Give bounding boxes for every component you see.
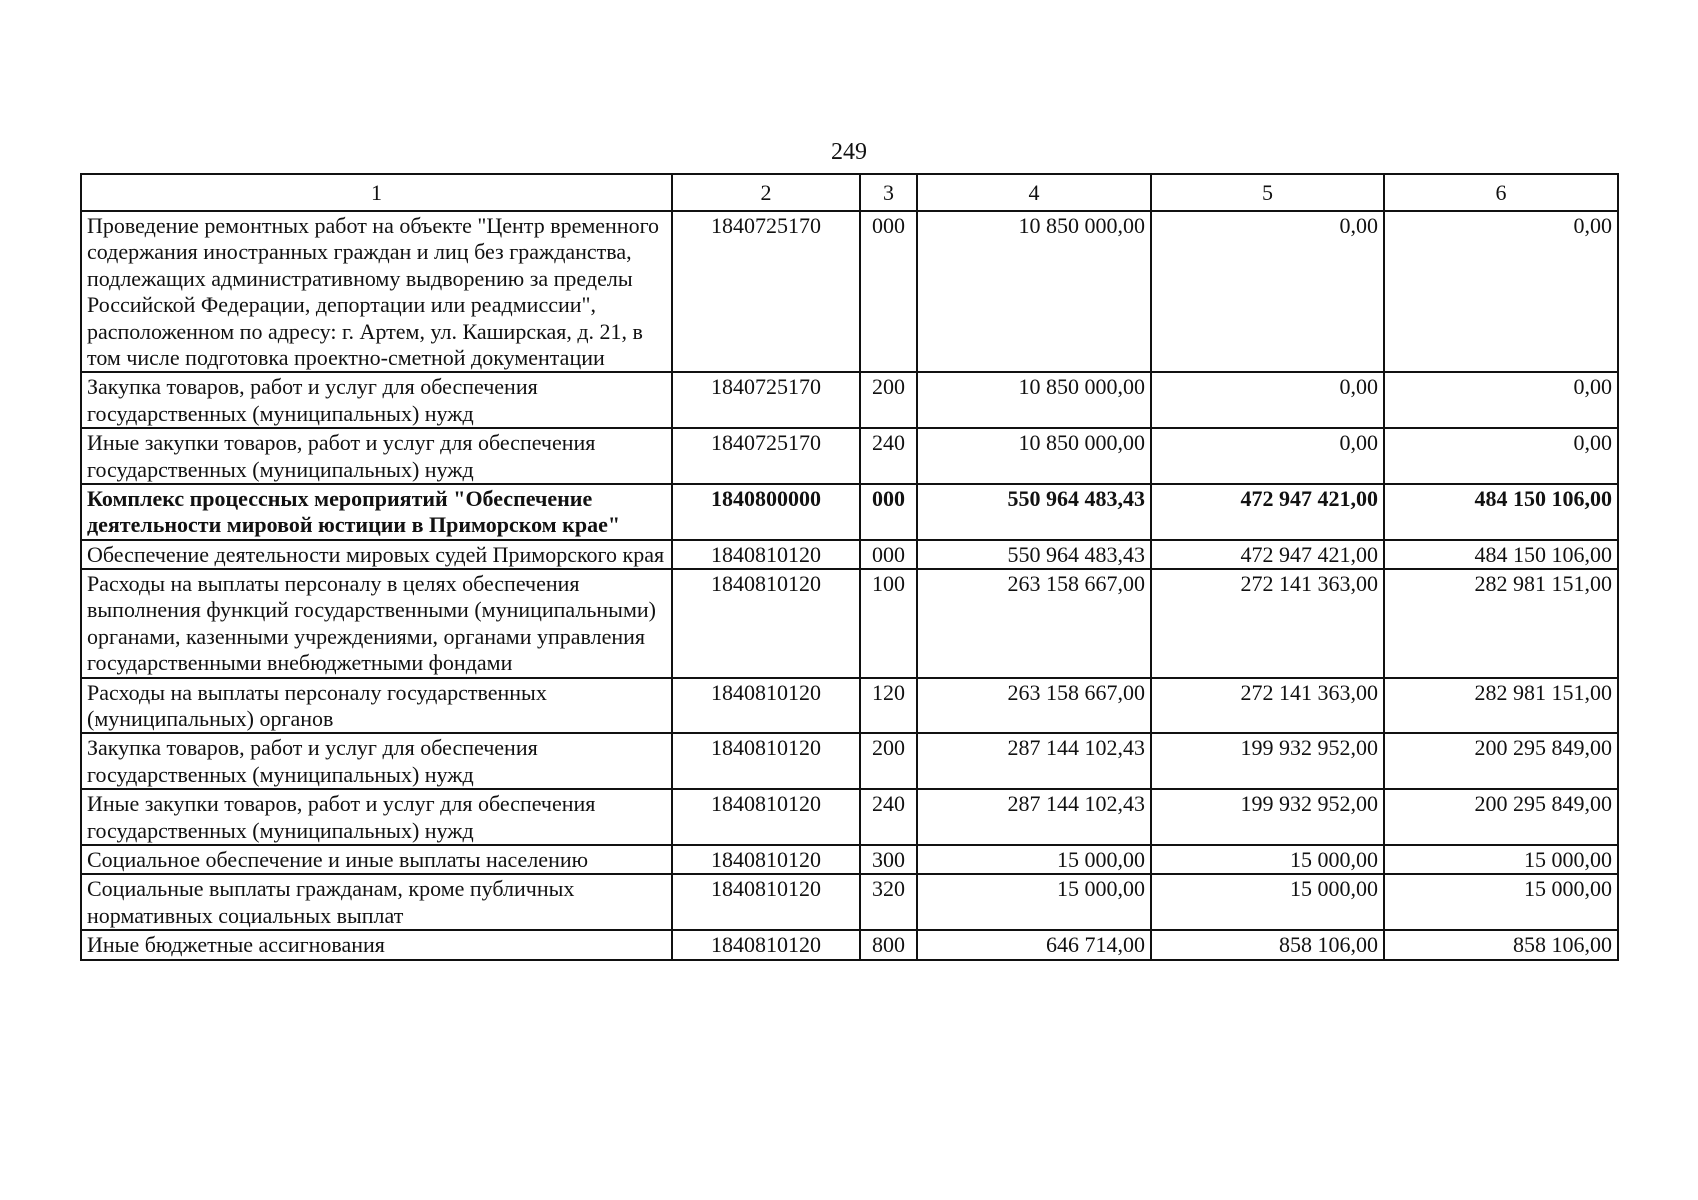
table-row — [81, 540, 1618, 569]
column-header: 2 — [672, 174, 860, 211]
table-row — [81, 930, 1618, 959]
row-expense-type: 200 — [860, 372, 917, 428]
row-expense-type: 300 — [860, 845, 917, 874]
row-name: Расходы на выплаты персоналу в целях обеспечения выполнения функций государственными (муниципальными) органами, казенными учреждениями, органами управления государственными внебюджетными фондами — [81, 569, 672, 678]
row-value-col4: 550 964 483,43 — [917, 484, 1151, 540]
row-expense-type: 000 — [860, 484, 917, 540]
row-name: Комплекс процессных мероприятий "Обеспечение деятельности мировой юстиции в Приморском крае" — [81, 484, 672, 540]
row-value-col6: 200 295 849,00 — [1384, 789, 1618, 845]
row-value-col4: 263 158 667,00 — [917, 678, 1151, 734]
table-row — [81, 428, 1618, 484]
row-value-col6: 200 295 849,00 — [1384, 733, 1618, 789]
row-target-code: 1840725170 — [672, 372, 860, 428]
row-value-col5: 858 106,00 — [1151, 930, 1384, 959]
row-value-col6: 858 106,00 — [1384, 930, 1618, 959]
column-header: 5 — [1151, 174, 1384, 211]
row-target-code: 1840725170 — [672, 428, 860, 484]
row-value-col6: 0,00 — [1384, 211, 1618, 372]
row-value-col6: 0,00 — [1384, 428, 1618, 484]
row-name: Закупка товаров, работ и услуг для обеспечения государственных (муниципальных) нужд — [81, 733, 672, 789]
row-expense-type: 120 — [860, 678, 917, 734]
page-number: 249 — [831, 139, 867, 165]
row-name: Иные закупки товаров, работ и услуг для обеспечения государственных (муниципальных) нужд — [81, 428, 672, 484]
row-name: Социальные выплаты гражданам, кроме публичных нормативных социальных выплат — [81, 874, 672, 930]
row-target-code: 1840810120 — [672, 845, 860, 874]
row-value-col6: 282 981 151,00 — [1384, 569, 1618, 678]
table-header-row — [81, 174, 1618, 211]
row-target-code: 1840810120 — [672, 874, 860, 930]
column-header: 6 — [1384, 174, 1618, 211]
table-row — [81, 874, 1618, 930]
table-row — [81, 789, 1618, 845]
budget-table — [80, 173, 1619, 961]
row-name: Иные закупки товаров, работ и услуг для обеспечения государственных (муниципальных) нужд — [81, 789, 672, 845]
row-value-col4: 10 850 000,00 — [917, 428, 1151, 484]
column-header: 4 — [917, 174, 1151, 211]
row-name: Расходы на выплаты персоналу государственных (муниципальных) органов — [81, 678, 672, 734]
row-name: Иные бюджетные ассигнования — [81, 930, 672, 959]
row-target-code: 1840800000 — [672, 484, 860, 540]
row-value-col5: 0,00 — [1151, 211, 1384, 372]
row-target-code: 1840810120 — [672, 789, 860, 845]
row-expense-type: 100 — [860, 569, 917, 678]
row-value-col5: 0,00 — [1151, 372, 1384, 428]
table-row — [81, 211, 1618, 372]
row-expense-type: 000 — [860, 540, 917, 569]
row-value-col6: 484 150 106,00 — [1384, 484, 1618, 540]
row-value-col4: 10 850 000,00 — [917, 372, 1151, 428]
row-value-col6: 0,00 — [1384, 372, 1618, 428]
row-value-col5: 15 000,00 — [1151, 845, 1384, 874]
row-target-code: 1840810120 — [672, 930, 860, 959]
row-name: Проведение ремонтных работ на объекте "Центр временного содержания иностранных граждан и лиц без гражданства, подлежащих административному выдворению за пределы Российской Федерации, депортации или реадмиссии", расположенном по адресу: г. Артем, ул. Каширская, д. 21, в том числе подготовка проектно-сметной документации — [81, 211, 672, 372]
table-row — [81, 845, 1618, 874]
row-expense-type: 320 — [860, 874, 917, 930]
row-value-col5: 15 000,00 — [1151, 874, 1384, 930]
row-target-code: 1840810120 — [672, 540, 860, 569]
row-expense-type: 000 — [860, 211, 917, 372]
row-target-code: 1840810120 — [672, 678, 860, 734]
table-row-section-total — [81, 484, 1618, 540]
row-expense-type: 240 — [860, 789, 917, 845]
row-value-col4: 646 714,00 — [917, 930, 1151, 959]
row-target-code: 1840725170 — [672, 211, 860, 372]
column-header: 1 — [81, 174, 672, 211]
row-value-col6: 484 150 106,00 — [1384, 540, 1618, 569]
row-expense-type: 800 — [860, 930, 917, 959]
table-row — [81, 678, 1618, 734]
row-value-col4: 287 144 102,43 — [917, 733, 1151, 789]
table-row — [81, 569, 1618, 678]
row-value-col5: 0,00 — [1151, 428, 1384, 484]
row-value-col6: 15 000,00 — [1384, 874, 1618, 930]
row-value-col4: 287 144 102,43 — [917, 789, 1151, 845]
row-value-col4: 263 158 667,00 — [917, 569, 1151, 678]
row-expense-type: 200 — [860, 733, 917, 789]
row-value-col6: 15 000,00 — [1384, 845, 1618, 874]
row-value-col4: 10 850 000,00 — [917, 211, 1151, 372]
row-value-col5: 199 932 952,00 — [1151, 789, 1384, 845]
row-value-col5: 472 947 421,00 — [1151, 484, 1384, 540]
row-name: Закупка товаров, работ и услуг для обеспечения государственных (муниципальных) нужд — [81, 372, 672, 428]
row-value-col4: 15 000,00 — [917, 845, 1151, 874]
row-name: Обеспечение деятельности мировых судей Приморского края — [81, 540, 672, 569]
row-value-col5: 272 141 363,00 — [1151, 569, 1384, 678]
row-value-col6: 282 981 151,00 — [1384, 678, 1618, 734]
row-value-col5: 472 947 421,00 — [1151, 540, 1384, 569]
row-value-col4: 15 000,00 — [917, 874, 1151, 930]
row-name: Социальное обеспечение и иные выплаты населению — [81, 845, 672, 874]
row-value-col5: 199 932 952,00 — [1151, 733, 1384, 789]
table-row — [81, 733, 1618, 789]
row-target-code: 1840810120 — [672, 733, 860, 789]
column-header: 3 — [860, 174, 917, 211]
row-value-col4: 550 964 483,43 — [917, 540, 1151, 569]
row-target-code: 1840810120 — [672, 569, 860, 678]
row-value-col5: 272 141 363,00 — [1151, 678, 1384, 734]
row-expense-type: 240 — [860, 428, 917, 484]
table-row — [81, 372, 1618, 428]
